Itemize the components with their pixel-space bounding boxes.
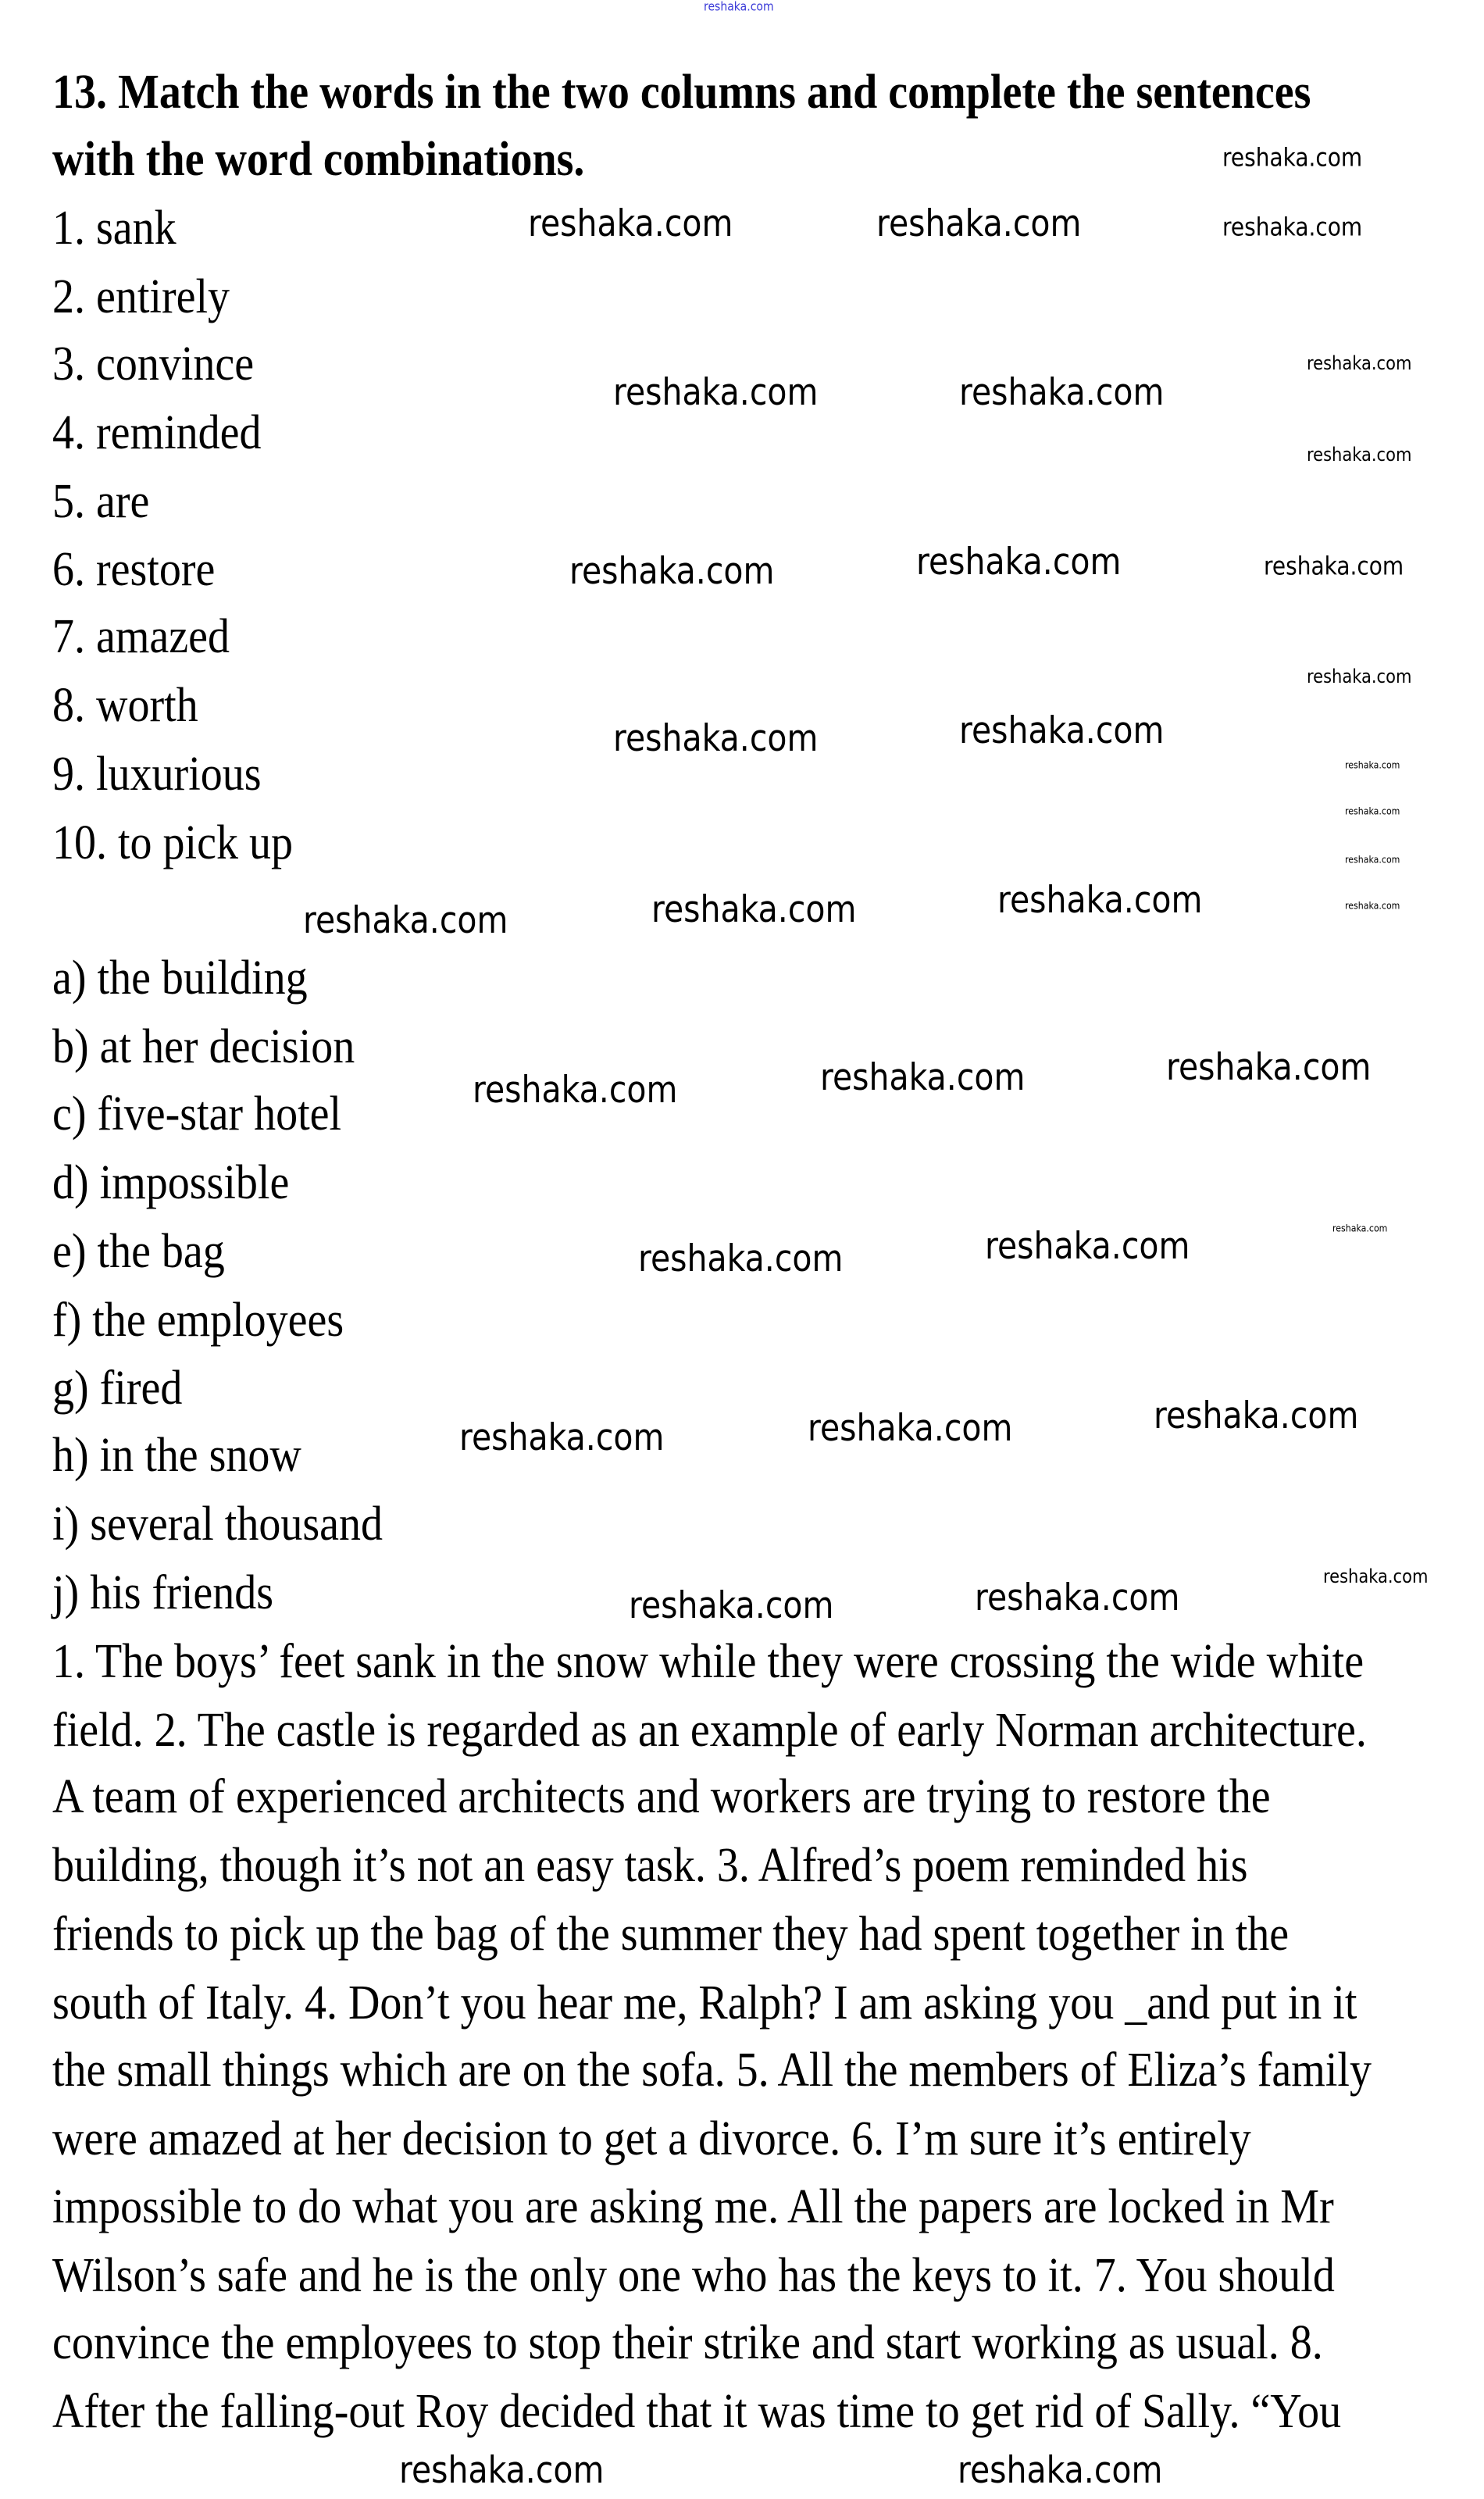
right-column-item: i) several thousand [52,1497,383,1551]
paragraph-line: impossible to do what you are asking me. All the papers are locked in Mr [52,2179,1334,2234]
watermark: reshaka.com [638,1237,844,1280]
watermark: reshaka.com [1154,1394,1359,1437]
watermark: reshaka.com [997,878,1203,922]
watermark: reshaka.com [528,202,733,245]
watermark: reshaka.com [704,0,774,15]
watermark: reshaka.com [1166,1045,1372,1089]
paragraph-line: Wilson’s safe and he is the only one who has the keys to it. 7. You should [52,2248,1335,2303]
watermark: reshaka.com [1323,1565,1429,1587]
watermark: reshaka.com [613,716,819,760]
left-column-item: 9. luxurious [52,747,262,801]
watermark: reshaka.com [459,1416,665,1459]
paragraph-line: were amazed at her decision to get a divorce. 6. I’m sure it’s entirely [52,2112,1251,2166]
watermark: reshaka.com [1332,1223,1388,1234]
watermark: reshaka.com [303,898,508,942]
watermark: reshaka.com [985,1224,1190,1268]
watermark: reshaka.com [959,709,1165,752]
paragraph-line: south of Italy. 4. Don’t you hear me, Ralph? I am asking you _and put in it [52,1976,1357,2030]
watermark: reshaka.com [876,202,1082,245]
left-column-item: 2. entirely [52,270,230,324]
paragraph-line: building, though it’s not an easy task. 3. Alfred’s poem reminded his [52,1838,1248,1893]
right-column-item: b) at her decision [52,1019,355,1074]
right-column-item: a) the building [52,951,308,1005]
watermark: reshaka.com [1307,444,1412,466]
right-column-item: c) five-star hotel [52,1087,342,1141]
watermark: reshaka.com [399,2448,605,2492]
right-column-item: g) fired [52,1361,183,1416]
watermark: reshaka.com [1345,805,1400,817]
watermark: reshaka.com [1345,759,1400,771]
right-column-item: j) his friends [52,1565,274,1620]
exercise-title-line-2: with the word combinations. [52,132,585,187]
watermark: reshaka.com [1345,854,1400,866]
watermark: reshaka.com [1264,551,1404,581]
right-column-item: f) the employees [52,1293,344,1348]
watermark: reshaka.com [613,370,819,414]
watermark: reshaka.com [808,1406,1013,1450]
watermark: reshaka.com [629,1583,834,1627]
left-column-item: 7. amazed [52,609,230,664]
paragraph-line: the small things which are on the sofa. 5. All the members of Eliza’s family [52,2043,1372,2097]
left-column-item: 3. convince [52,337,255,391]
left-column-item: 10. to pick up [52,816,293,870]
exercise-title-line-1: 13. Match the words in the two columns and complete the sentences [52,65,1311,120]
left-column-item: 5. are [52,474,150,529]
watermark: reshaka.com [569,549,775,593]
watermark: reshaka.com [820,1055,1026,1099]
left-column-item: 4. reminded [52,405,262,460]
left-column-item: 8. worth [52,678,198,733]
paragraph-line: 1. The boys’ feet sank in the snow while they were crossing the wide white [52,1634,1364,1689]
watermark: reshaka.com [1345,900,1400,912]
watermark: reshaka.com [916,540,1122,584]
watermark: reshaka.com [651,887,857,931]
watermark: reshaka.com [1222,142,1363,173]
paragraph-line: A team of experienced architects and workers are trying to restore the [52,1769,1271,1824]
right-column-item: e) the bag [52,1224,225,1279]
watermark: reshaka.com [1307,352,1412,374]
paragraph-line: friends to pick up the bag of the summer they had spent together in the [52,1907,1290,1962]
watermark: reshaka.com [975,1576,1180,1619]
watermark: reshaka.com [958,2448,1163,2492]
right-column-item: d) impossible [52,1155,290,1210]
watermark: reshaka.com [473,1068,678,1112]
watermark: reshaka.com [959,370,1165,414]
left-column-item: 6. restore [52,542,216,597]
watermark: reshaka.com [1307,666,1412,687]
paragraph-line: convince the employees to stop their strike and start working as usual. 8. [52,2315,1323,2370]
left-column-item: 1. sank [52,201,177,255]
paragraph-line: After the falling-out Roy decided that it was time to get rid of Sally. “You [52,2384,1342,2439]
right-column-item: h) in the snow [52,1428,301,1483]
paragraph-line: field. 2. The castle is regarded as an example of early Norman architecture. [52,1703,1367,1758]
watermark: reshaka.com [1222,212,1363,242]
